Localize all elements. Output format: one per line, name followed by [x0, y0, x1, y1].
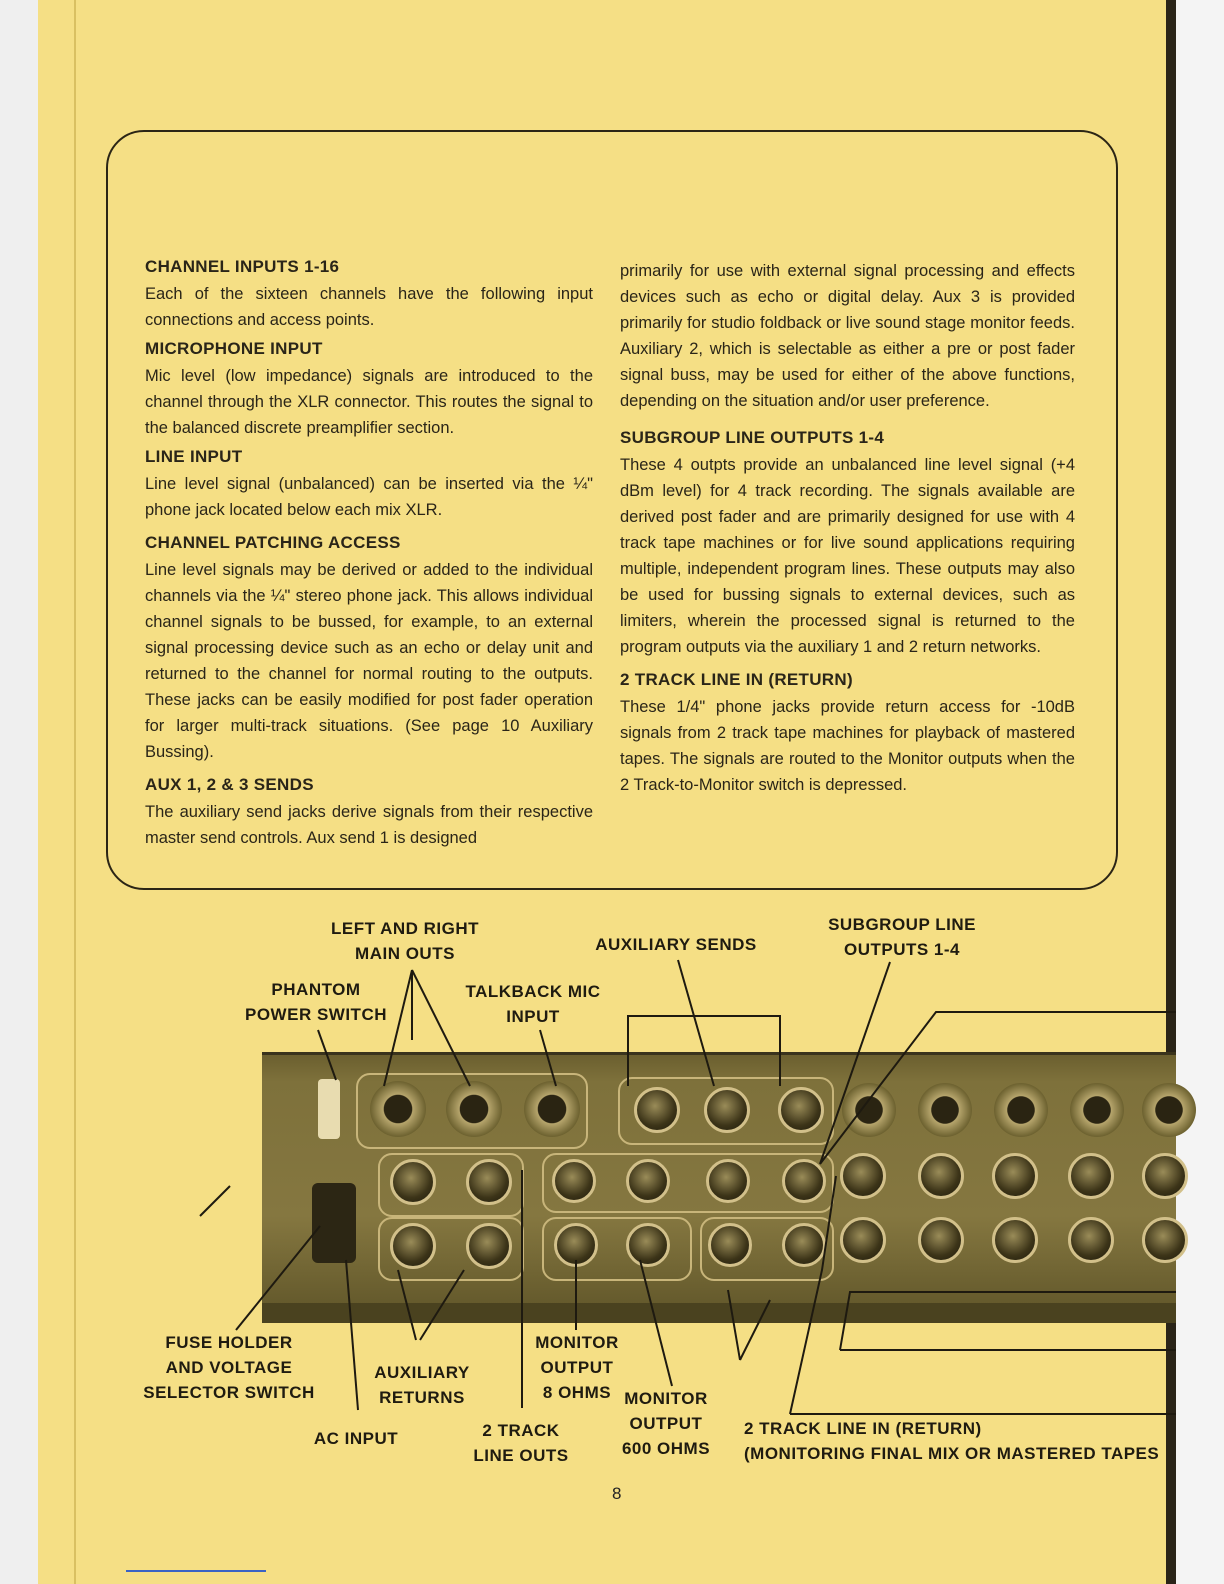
- callout-ac-input: AC INPUT: [313, 1429, 399, 1448]
- callout-fuse-holder: FUSE HOLDER AND VOLTAGE SELECTOR SWITCH: [143, 1333, 315, 1402]
- leader-fuse-holder: [236, 1226, 320, 1330]
- heading-microphone-input: MICROPHONE INPUT: [145, 339, 323, 358]
- heading-channel-patching: CHANNEL PATCHING ACCESS: [145, 533, 401, 552]
- paragraph-channel-patching: Line level signals may be derived or added to the individual channels via the ¼" stereo phone jack. This allows individual channel signals to be bussed, for example, to an external signal processing device such as an echo or delay unit and returned to the channel for normal routing to the outputs. These jacks can be easily modified for post fader operation for larger multi-track situations. (See page 10 Auxiliary Bussing).: [145, 561, 593, 761]
- heading-two-track-line-in: 2 TRACK LINE IN (RETURN): [620, 670, 853, 689]
- heading-line-input: LINE INPUT: [145, 447, 243, 466]
- callout-auxiliary-sends: AUXILIARY SENDS: [595, 935, 757, 954]
- paragraph-two-track-line-in: These 1/4" phone jacks provide return access for -10dB signals from 2 track tape machines for playback of mastered tapes. The signals are routed to the Monitor outputs when the 2 Track-to-Monitor switch is depressed.: [620, 698, 1075, 794]
- leader-two-track-in-c: [840, 1292, 1176, 1350]
- callout-monitor-output-8-ohms: MONITOR OUTPUT 8 OHMS: [535, 1333, 619, 1402]
- paragraph-aux-continued: primarily for use with external signal processing and effects devices such as echo or digital delay. Aux 3 is provided primarily for studio foldback or live sound stage monitor feeds. Auxiliary 2, which is selectable as either a pre or post fader signal buss, may be used for either of the above functions, depending on the situation and/or user preference.: [620, 262, 1075, 410]
- callout-monitor-output-600-ohms: MONITOR OUTPUT 600 OHMS: [621, 1389, 711, 1458]
- leader-subgroup-extension: [820, 1012, 1176, 1164]
- leader-aux-return-a: [398, 1270, 416, 1340]
- callout-phantom-power-switch: PHANTOM POWER SWITCH: [245, 980, 387, 1024]
- paragraph-line-input: Line level signal (unbalanced) can be inserted via the ¼" phone jack located below each mix XLR.: [145, 475, 593, 519]
- callout-left-right-main-outs: LEFT AND RIGHT MAIN OUTS: [330, 919, 480, 963]
- leader-aux-return-b: [420, 1270, 464, 1340]
- heading-subgroup-outputs: SUBGROUP LINE OUTPUTS 1-4: [620, 428, 885, 447]
- pencil-mark: [200, 1186, 230, 1216]
- callout-two-track-line-in: 2 TRACK LINE IN (RETURN) (MONITORING FINAL MIX OR MASTERED TAPES: [744, 1419, 1160, 1463]
- leader-ac-input: [346, 1260, 358, 1410]
- blue-underline-mark: [126, 1570, 266, 1572]
- paragraph-channel-inputs: Each of the sixteen channels have the following input connections and access points.: [145, 285, 593, 329]
- leader-subgroup-outputs: [820, 962, 890, 1164]
- paragraph-microphone-input: Mic level (low impedance) signals are introduced to the channel through the XLR connector. This routes the signal to the balanced discrete preamplifier section.: [145, 367, 593, 437]
- leader-two-track-return-b: [740, 1300, 770, 1360]
- leader-two-track-in-a: [790, 1176, 836, 1414]
- paragraph-aux-sends: The auxiliary send jacks derive signals from their respective master send controls. Aux send 1 is designed: [145, 803, 593, 847]
- page-number: 8: [612, 1484, 622, 1503]
- heading-channel-inputs: CHANNEL INPUTS 1-16: [145, 257, 340, 276]
- leader-talkback: [540, 1030, 556, 1086]
- callout-two-track-line-outs: 2 TRACK LINE OUTS: [473, 1421, 569, 1465]
- callout-auxiliary-returns: AUXILIARY RETURNS: [374, 1363, 470, 1407]
- leader-two-track-return-a: [728, 1290, 740, 1360]
- leader-monitor-600: [640, 1260, 672, 1386]
- callout-talkback-mic-input: TALKBACK MIC INPUT: [465, 982, 601, 1026]
- leader-phantom-power: [318, 1030, 336, 1080]
- paragraph-subgroup-outputs: These 4 outpts provide an unbalanced line level signal (+4 dBm level) for 4 track recording. The signals available are derived post fader and are primarily designed for use with 4 track tape machines or for live sound applications requiring multiple, independent program lines. These outputs may also be used for bussing signals to external devices, such as limiters, wherein the processed signal is returned to the program outputs via the auxiliary 1 and 2 return networks.: [620, 456, 1075, 656]
- heading-aux-sends: AUX 1, 2 & 3 SENDS: [145, 775, 314, 794]
- leader-aux-sends-center: [678, 960, 714, 1086]
- callout-subgroup-line-outputs: SUBGROUP LINE OUTPUTS 1-4: [828, 915, 976, 959]
